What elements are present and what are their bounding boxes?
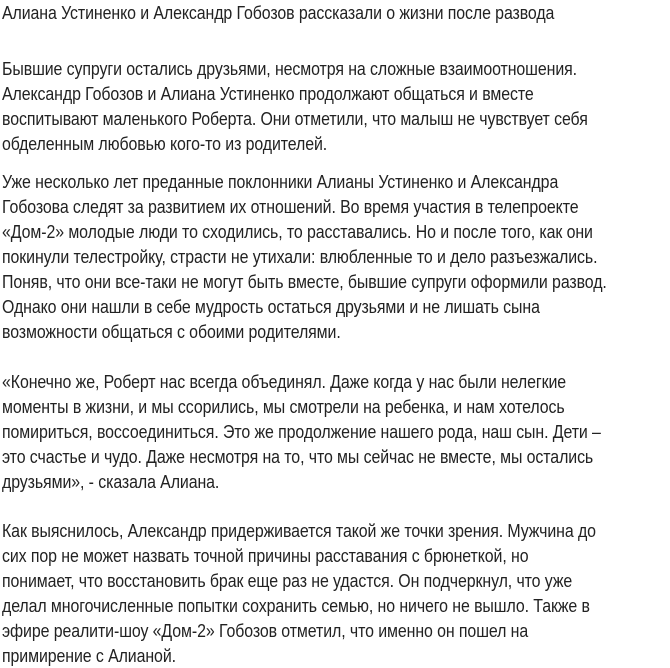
text-line: Уже несколько лет преданные поклонники Алианы Устиненко и Александра <box>2 171 559 192</box>
text-line: воспитывают маленького Роберта. Они отметили, что малыш не чувствует себя <box>2 108 588 129</box>
text-line: понимает, что восстановить брак еще раз не удастся. Он подчеркнул, что уже <box>2 570 573 591</box>
text-line: моменты в жизни, и мы ссорились, мы смотрели на ребенка, и нам хотелось <box>2 396 565 417</box>
text-line: помириться, воссоединиться. Это же продолжение нашего рода, наш сын. Дети – <box>2 421 601 442</box>
text-line: Однако они нашли в себе мудрость остаться друзьями и не лишать сына <box>2 296 540 317</box>
text-line: Бывшие супруги остались друзьями, несмотря на сложные взаимоотношения. <box>2 58 577 79</box>
text-line: «Дом-2» молодые люди то сходились, то расставались. Но и после того, как они <box>2 221 593 242</box>
article-title: Алиана Устиненко и Александр Гобозов рассказали о жизни после развода <box>2 2 555 23</box>
text-line: это счастье и чудо. Даже несмотря на то, что мы сейчас не вместе, мы остались <box>2 446 594 467</box>
text-line: покинули телестройку, страсти не утихали: влюбленные то и дело разъезжались. <box>2 246 598 267</box>
text-line: Гобозова следят за развитием их отношений. Во время участия в телепроекте <box>2 196 579 217</box>
text-line: делал многочисленные попытки сохранить семью, но ничего не вышло. Также в <box>2 595 590 616</box>
text-line: эфире реалити-шоу «Дом-2» Гобозов отметил, что именно он пошел на <box>2 620 529 641</box>
text-line: сих пор не может назвать точной причины расставания с брюнеткой, но <box>2 545 529 566</box>
text-line: возможности общаться с обоими родителями. <box>2 321 341 342</box>
text-line: Как выяснилось, Александр придерживается такой же точки зрения. Мужчина до <box>2 520 596 541</box>
text-line: друзьями», - сказала Алиана. <box>2 471 220 492</box>
text-line: обделенным любовью кого-то из родителей. <box>2 133 328 154</box>
text-line: Поняв, что они все-таки не могут быть вместе, бывшие супруги оформили развод. <box>2 271 607 292</box>
text-line: Александр Гобозов и Алиана Устиненко продолжают общаться и вместе <box>2 83 534 104</box>
text-line: примирение с Алианой. <box>2 645 176 666</box>
text-line: «Конечно же, Роберт нас всегда объединял. Даже когда у нас были нелегкие <box>2 371 567 392</box>
